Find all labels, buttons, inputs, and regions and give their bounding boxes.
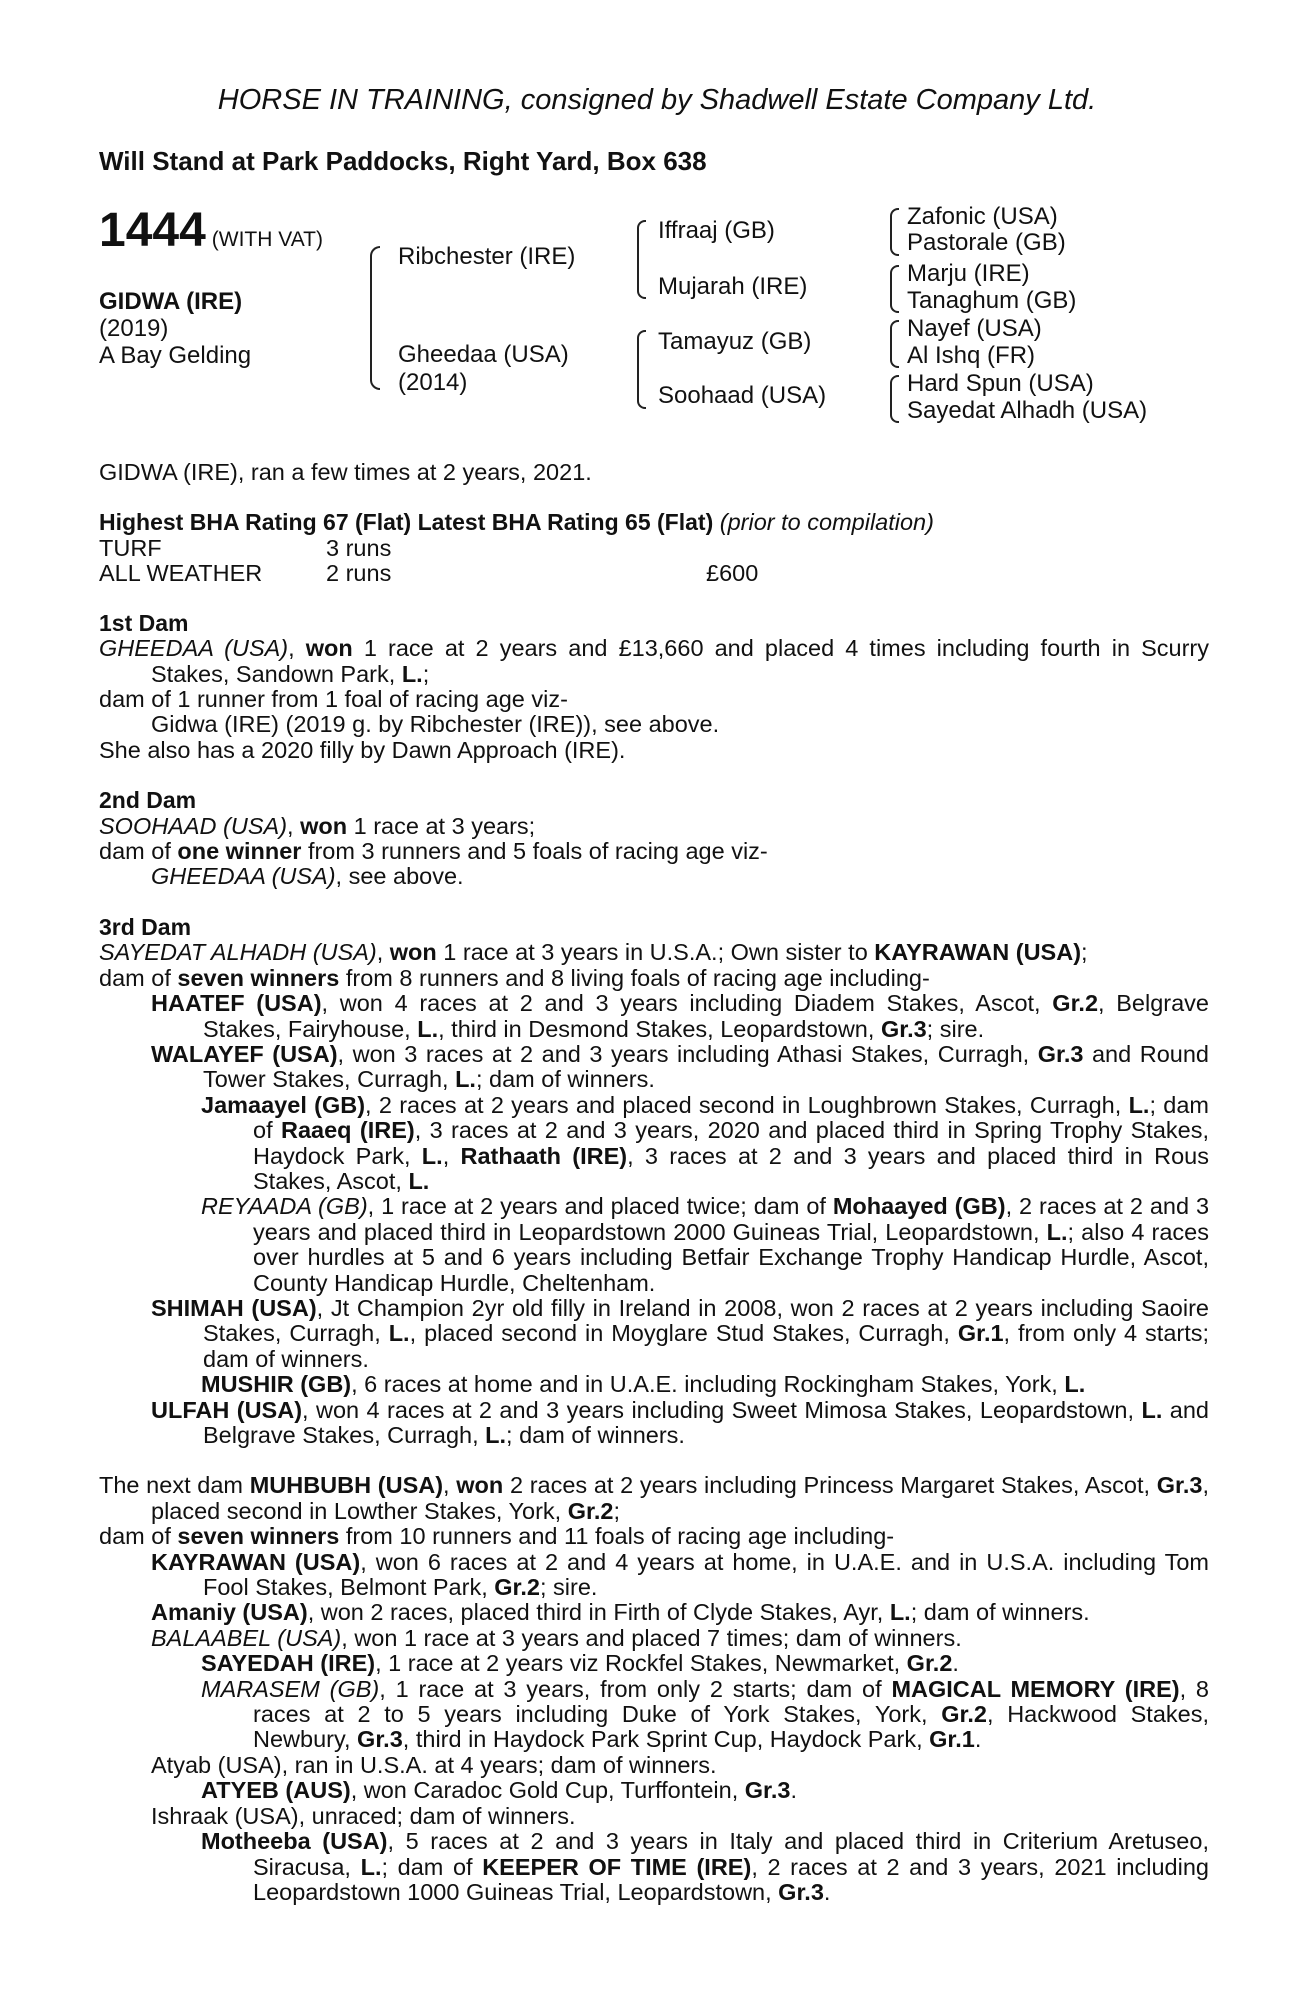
- listed: L.: [408, 1167, 430, 1194]
- first-dam-record: [99, 636, 1209, 687]
- produce-kayrawan: [99, 1550, 1209, 1601]
- listed: L.: [421, 1142, 443, 1169]
- produce-walayef: [99, 1042, 1209, 1093]
- grade: Gr.3: [744, 1777, 791, 1804]
- bha-rating: [99, 510, 1209, 535]
- won-label: won: [300, 812, 348, 839]
- dam-name: SOOHAAD (USA): [99, 812, 288, 839]
- grade: Gr.3: [1156, 1472, 1203, 1499]
- text: 2 races at 2 years including Princess Margaret Stakes, Ascot,: [503, 1472, 1157, 1499]
- text: .: [952, 1650, 959, 1677]
- horse: SHIMAH (USA): [151, 1294, 317, 1321]
- text: , see above.: [335, 863, 464, 890]
- pedigree-g6: Al Ishq (FR): [907, 342, 1036, 369]
- horse-year: (2019): [99, 315, 169, 342]
- horse: Motheeba (USA): [201, 1828, 388, 1855]
- listed: L.: [1141, 1396, 1163, 1423]
- horse: ATYEB (AUS): [201, 1777, 351, 1804]
- next-dam-record: The next dam MUHBUBH (USA), won 2 races at 2 years including Princess Margaret Stakes, Ascot, Gr.3, placed second in Lowther Stakes, York, Gr.2;: [99, 1472, 1209, 1524]
- text: , 2 races at 2 years and placed second in Loughbrown Stakes, Curragh,: [365, 1091, 1129, 1118]
- text: , from only 4 starts; dam of winners.: [203, 1320, 1210, 1372]
- text: , 2 races at 2 and 3 years and placed third in Leopardstown 2000 Guineas Trial, Leopardstown,: [253, 1193, 1210, 1245]
- text: , won 2 races, placed third in Firth of Clyde Stakes, Ayr,: [307, 1599, 890, 1626]
- race-summary: GIDWA (IRE), ran a few times at 2 years, 2021.: [99, 459, 592, 485]
- produce-motheeba: [99, 1829, 1209, 1905]
- grade: Gr.3: [880, 1015, 927, 1042]
- first-dam-heading: 1st Dam: [99, 609, 189, 636]
- dam-name: SAYEDAT ALHADH (USA): [99, 939, 377, 966]
- first-dam-produce: dam of 1 runner from 1 foal of racing age viz-: [99, 686, 568, 713]
- text: , placed second in Moyglare Stud Stakes, Curragh,: [409, 1320, 958, 1347]
- horse: ULFAH (USA): [151, 1396, 303, 1423]
- foal-name: GHEEDAA (USA): [151, 863, 336, 890]
- grade: Gr.1: [957, 1320, 1004, 1347]
- horse: KAYRAWAN (USA): [151, 1548, 361, 1575]
- dam-line-brace: [637, 330, 646, 409]
- sire-brace: [370, 246, 380, 390]
- text: 1 race at 3 years;: [347, 812, 536, 839]
- sister-name: KAYRAWAN (USA): [874, 939, 1082, 966]
- text: , won 1 race at 3 years and placed 7 times; dam of winners.: [341, 1624, 962, 1651]
- text: , 3 races at 2 and 3 years and placed third in Rous Stakes, Ascot,: [253, 1142, 1209, 1194]
- text: , Jt Champion 2yr old filly in Ireland in 2008, won 2 races at 2 years including Saoire Stakes, Curragh,: [203, 1294, 1209, 1347]
- third-dam-heading: 3rd Dam: [99, 913, 192, 940]
- text: ; dam of: [253, 1091, 1209, 1144]
- pedigree-g3: Marju (IRE): [907, 260, 1030, 287]
- next-dam-produce: [99, 1524, 1209, 1549]
- grade: Gr.1: [929, 1726, 975, 1753]
- turf-prize: [706, 536, 758, 561]
- horse: Mohaayed (GB): [832, 1193, 1006, 1220]
- aw-prize: £600: [706, 559, 759, 586]
- text: ; dam of: [381, 1853, 483, 1880]
- runs-table: [99, 536, 758, 586]
- listed: L.: [401, 660, 423, 687]
- listed: L.: [388, 1320, 410, 1347]
- pedigree-dam: Gheedaa (USA): [398, 341, 569, 368]
- pedigree-dam-year: (2014): [398, 369, 468, 396]
- pedigree-sire-dam: Mujarah (IRE): [658, 273, 808, 300]
- pedigree-g1: Zafonic (USA): [907, 203, 1058, 230]
- pedigree-sire: Ribchester (IRE): [398, 243, 576, 270]
- winners: seven winners: [177, 1523, 340, 1550]
- produce-atyab: Atyab (USA), ran in U.S.A. at 4 years; dam of winners.: [151, 1751, 717, 1778]
- grade: Gr.2: [941, 1701, 987, 1728]
- horse: Raaeq (IRE): [280, 1117, 415, 1144]
- produce-atyeb: [99, 1778, 1209, 1803]
- listed: L.: [417, 1015, 439, 1042]
- text: dam of: [99, 964, 178, 991]
- grade: Gr.3: [778, 1878, 824, 1905]
- second-dam-heading: 2nd Dam: [99, 787, 197, 814]
- stand-location: Will Stand at Park Paddocks, Right Yard, Box 638: [99, 146, 707, 176]
- grade: Gr.2: [494, 1574, 540, 1601]
- text: ; dam of winners.: [910, 1599, 1090, 1626]
- produce-shimah: [99, 1296, 1209, 1372]
- text: ,: [442, 1142, 461, 1169]
- text: , 8 races at 2 to 5 years including Duke of York Stakes, York,: [253, 1675, 1209, 1728]
- text: , 3 races at 2 and 3 years, 2020 and placed third in Spring Trophy Stakes, Haydock Park,: [253, 1117, 1210, 1169]
- text: , won Caradoc Gold Cup, Turffontein,: [350, 1777, 745, 1804]
- g-brace-4: [890, 375, 899, 423]
- pedigree-g7: Hard Spun (USA): [907, 370, 1094, 397]
- text: , won 3 races at 2 and 3 years including Athasi Stakes, Curragh,: [337, 1040, 1038, 1067]
- grade: Gr.2: [567, 1497, 614, 1524]
- aw-row: [99, 561, 758, 586]
- text: , Hackwood Stakes, Newbury,: [253, 1701, 1209, 1753]
- lot-number: [99, 204, 323, 267]
- vat-note: (WITH VAT): [211, 228, 323, 251]
- produce-jamaayel: [99, 1093, 1209, 1195]
- horse: Jamaayel (GB): [201, 1091, 366, 1118]
- horse: KEEPER OF TIME (IRE): [482, 1853, 752, 1880]
- text: ; sire.: [926, 1015, 985, 1042]
- text: , 1 race at 3 years, from only 2 starts; dam of: [379, 1675, 892, 1702]
- pedigree-sire-sire: Iffraaj (GB): [658, 217, 775, 244]
- listed: L.: [1046, 1218, 1068, 1245]
- pedigree-g5: Nayef (USA): [907, 315, 1042, 342]
- listed: L.: [889, 1599, 911, 1626]
- horse: MAGICAL MEMORY (IRE): [891, 1675, 1180, 1702]
- horse-name: GIDWA (IRE): [99, 288, 243, 315]
- horse: Rathaath (IRE): [460, 1142, 628, 1169]
- produce-marasem: [99, 1677, 1209, 1753]
- turf-label: TURF: [99, 534, 162, 561]
- produce-sayedah: [99, 1651, 1209, 1676]
- text: , won 4 races at 2 and 3 years including Sweet Mimosa Stakes, Leopardstown,: [302, 1396, 1142, 1423]
- produce-ulfah: [99, 1398, 1209, 1449]
- winners: one winner: [177, 838, 302, 865]
- horse: BALAABEL (USA): [151, 1624, 342, 1651]
- won-label: won: [389, 939, 437, 966]
- text: dam of: [99, 1523, 178, 1550]
- text: , 5 races at 2 and 3 years in Italy and placed third in Criterium Aretuseo, Siracusa,: [253, 1828, 1209, 1880]
- lot-number-value: 1444: [99, 204, 206, 257]
- won-label: won: [305, 635, 353, 662]
- sep: ,: [288, 635, 306, 662]
- text: , won 4 races at 2 and 3 years including Diadem Stakes, Ascot,: [321, 990, 1053, 1017]
- text: 1 race at 3 years in U.S.A.; Own sister to: [436, 939, 875, 966]
- g-brace-2: [890, 265, 899, 313]
- catalogue-body: [99, 460, 1209, 1905]
- horse: REYAADA (GB): [201, 1193, 368, 1220]
- sire-line-brace: [637, 220, 646, 299]
- horse: SAYEDAH (IRE): [201, 1650, 376, 1677]
- grade: Gr.3: [1037, 1040, 1084, 1067]
- horse: HAATEF (USA): [151, 990, 322, 1017]
- listed: L.: [1128, 1091, 1150, 1118]
- pedigree-g4: Tanaghum (GB): [907, 287, 1077, 314]
- text: from 8 runners and 8 living foals of racing age including-: [339, 964, 930, 991]
- text: and Belgrave Stakes, Curragh,: [203, 1396, 1209, 1448]
- pedigree-dam-sire: Tamayuz (GB): [658, 328, 812, 355]
- text: , won 6 races at 2 and 4 years at home, in U.A.E. and in U.S.A. including Tom Fool Stakes, Belmont Park,: [203, 1548, 1209, 1601]
- pedigree-dam-dam: Soohaad (USA): [658, 382, 827, 409]
- text: , 1 race at 2 years viz Rockfel Stakes, Newmarket,: [375, 1650, 907, 1677]
- grade: Gr.3: [357, 1726, 403, 1753]
- text: .: [974, 1726, 982, 1753]
- grade: Gr.2: [1052, 990, 1099, 1017]
- text: The next dam: [99, 1472, 250, 1499]
- text: and Round Tower Stakes, Curragh,: [203, 1040, 1209, 1093]
- dam-name: GHEEDAA (USA): [99, 635, 289, 662]
- turf-runs: 3 runs: [326, 534, 392, 561]
- text: .: [823, 1878, 831, 1905]
- horse-description: A Bay Gelding: [99, 342, 252, 369]
- aw-label: ALL WEATHER: [99, 559, 263, 586]
- listed: L.: [1064, 1371, 1086, 1398]
- second-dam-foal: [99, 864, 1209, 889]
- text: , 1 race at 2 years and placed twice; dam of: [367, 1193, 833, 1220]
- text: , Belgrave Stakes, Fairyhouse,: [203, 990, 1210, 1042]
- first-dam-note: She also has a 2020 filly by Dawn Approach (IRE).: [99, 736, 626, 763]
- text: from 10 runners and 11 foals of racing age including-: [339, 1523, 895, 1550]
- rating-bold: Highest BHA Rating 67 (Flat) Latest BHA Rating 65 (Flat): [99, 509, 714, 536]
- third-dam-produce: [99, 966, 1209, 991]
- text: ; dam of winners.: [475, 1066, 655, 1093]
- listed: L.: [455, 1066, 476, 1093]
- g-brace-1: [890, 208, 899, 256]
- text: ;: [613, 1497, 621, 1524]
- aw-runs: 2 runs: [326, 559, 392, 586]
- pedigree-g8: Sayedat Alhadh (USA): [907, 397, 1148, 424]
- text: , third in Desmond Stakes, Leopardstown,: [438, 1015, 881, 1042]
- text: ; also 4 races over hurdles at 5 and 6 years including Betfair Exchange Trophy Handicap Hurdle, Ascot, County Handicap Hurdle, Cheltenham.: [253, 1218, 1209, 1296]
- horse: MARASEM (GB): [201, 1675, 380, 1702]
- produce-amaniy: [99, 1600, 1209, 1625]
- text: , third in Haydock Park Sprint Cup, Haydock Park,: [402, 1726, 930, 1753]
- horse: WALAYEF (USA): [151, 1040, 338, 1067]
- produce-reyaada: [99, 1194, 1209, 1296]
- text: , placed second in Lowther Stakes, York,: [151, 1472, 1209, 1524]
- text: dam of: [99, 838, 178, 865]
- produce-balaabel: [99, 1626, 1209, 1651]
- listed: L.: [485, 1422, 507, 1448]
- second-dam-record: SOOHAAD (USA), won 1 race at 3 years;: [99, 812, 536, 839]
- third-dam-record: SAYEDAT ALHADH (USA), won 1 race at 3 years in U.S.A.; Own sister to KAYRAWAN (USA);: [99, 939, 1088, 966]
- text: ; dam of winners.: [506, 1422, 685, 1448]
- second-dam-produce: [99, 839, 1209, 864]
- produce-haatef: [99, 991, 1209, 1042]
- listed: L.: [360, 1853, 382, 1880]
- grade: Gr.2: [906, 1650, 953, 1677]
- text: , 2 races at 2 and 3 years, 2021 including Leopardstown 1000 Guineas Trial, Leopardstown,: [253, 1853, 1209, 1905]
- g-brace-3: [890, 320, 899, 368]
- produce-mushir: [99, 1372, 1209, 1397]
- turf-row: [99, 536, 758, 561]
- text: ; sire.: [540, 1574, 598, 1601]
- text: from 3 runners and 5 foals of racing age viz-: [301, 838, 768, 865]
- produce-ishraak: Ishraak (USA), unraced; dam of winners.: [151, 1802, 576, 1829]
- won-label: won: [456, 1472, 504, 1499]
- text: 1 race at 2 years and £13,660 and placed 4 times including fourth in Scurry Stakes, Sandown Park,: [151, 635, 1210, 687]
- text: .: [790, 1777, 798, 1804]
- winners: seven winners: [177, 964, 340, 991]
- rating-note: (prior to compilation): [719, 509, 934, 536]
- horse: MUSHIR (GB): [201, 1371, 352, 1398]
- first-dam-foal: Gidwa (IRE) (2019 g. by Ribchester (IRE)), see above.: [151, 711, 720, 738]
- dam-name: MUHBUBH (USA): [249, 1472, 444, 1499]
- horse: Amaniy (USA): [151, 1599, 308, 1626]
- text: ;: [422, 660, 430, 687]
- pedigree-g2: Pastorale (GB): [907, 229, 1066, 256]
- page-header: HORSE IN TRAINING, consigned by Shadwell Estate Company Ltd.: [217, 84, 1097, 116]
- text: , 6 races at home and in U.A.E. including Rockingham Stakes, York,: [351, 1371, 1065, 1398]
